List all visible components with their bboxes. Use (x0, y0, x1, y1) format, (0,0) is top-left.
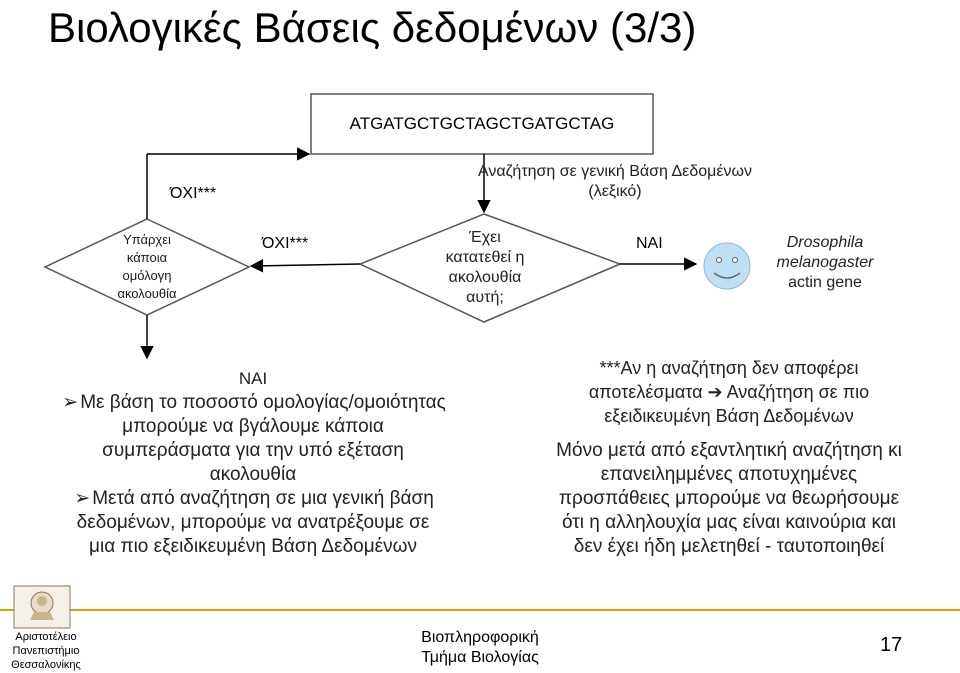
right-text-block: ***Αν η αναζήτηση δεν αποφέρει αποτελέσματα ➔ Αναζήτηση σε πιο εξειδικευμένη Βάση Δεδομένων Μόνο μετά από εξαντλητική αναζήτηση κι επανειλημμένες αποτυχημένες προσπάθειες μπορούμε να θεωρήσουμε ότι η αλληλουχία μας είναι καινούρια και δεν έχει ήδη μελετηθεί - ταυτοποιηθεί (556, 358, 902, 557)
sequence-text: ATGATGCTGCTAGCTGATGCTAG (349, 114, 615, 133)
page-number: 17 (880, 634, 903, 656)
yes-heading: ΝΑΙ (238, 369, 268, 388)
footer-course: Βιοπληροφορική Τμήμα Βιολογίας (421, 629, 539, 666)
diamond-submitted-text: Έχει κατατεθεί η ακολουθία αυτή; (445, 229, 525, 306)
arrow-no-to-left-diamond (251, 264, 360, 266)
right-arrow-icon: ➔ (707, 382, 723, 402)
smiley-face-icon (704, 243, 750, 289)
yes-label-right: ΝΑΙ (636, 235, 663, 252)
no-label-mid: ΌΧΙ*** (262, 235, 309, 252)
result-text: Drosophila melanogaster actin gene (776, 234, 874, 291)
arrowhead-bullet-icon: ➢ (62, 392, 79, 413)
general-db-search-label: Αναζήτηση σε γενική Βάση Δεδομένων (λεξικό) (478, 163, 752, 200)
arrowhead-bullet-icon: ➢ (74, 488, 91, 509)
no-label-top: ΌΧΙ*** (170, 185, 217, 202)
page-title: Βιολογικές Βάσεις δεδομένων (3/3) (48, 4, 697, 51)
footer-university: Αριστοτέλειο Πανεπιστήμιο Θεσσαλονίκης (11, 631, 81, 671)
diamond-homolog-text: Υπάρχει κάποια ομόλογη ακολουθία (117, 232, 177, 301)
university-emblem (14, 586, 70, 628)
left-text-block: ΝΑΙ ➢ Με βάση το ποσοστό ομολογίας/ομοιότητας μπορούμε να βγάλουμε κάποια συμπεράσματα για την υπό εξέταση ακολουθία ➢ Μετά από αναζήτηση σε μια γενική βάση δεδομένων, μπορούμε να ανατρέξουμε σε μια πιο εξειδικευμένη Βάση Δεδομένων (8, 367, 498, 559)
